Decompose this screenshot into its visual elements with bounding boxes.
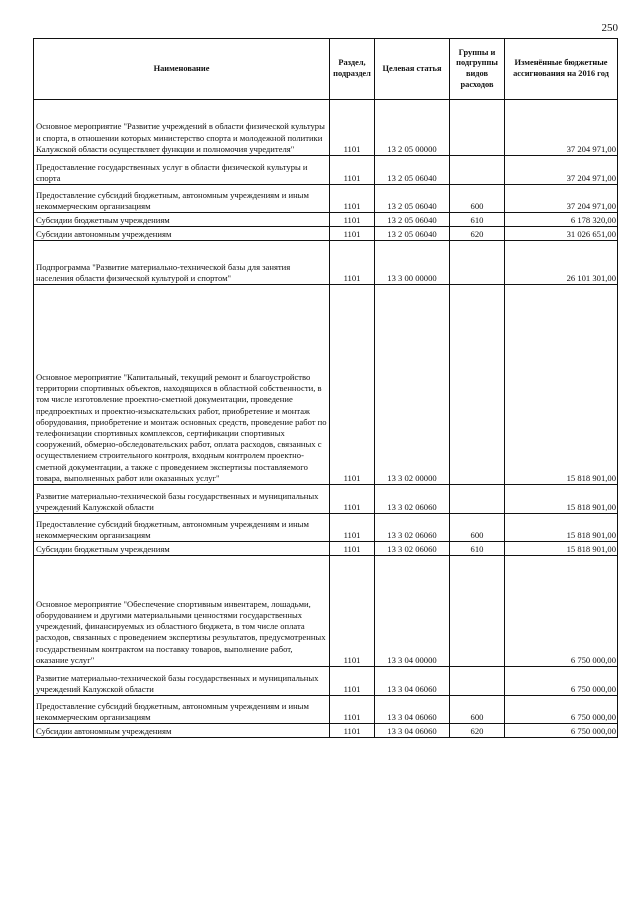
- cell-article: 13 2 05 06040: [375, 185, 450, 213]
- header-amount: Изменённые бюджетные ассигнования на 2016 год: [505, 39, 618, 100]
- table-row: [34, 156, 618, 185]
- cell-section: 1101: [330, 542, 375, 556]
- cell-name: Подпрограмма "Развитие материально-технической базы для занятия населения области физической культурой и спортом": [34, 241, 330, 285]
- cell-group: 620: [450, 724, 505, 738]
- cell-article: 13 2 05 06040: [375, 227, 450, 241]
- cell-section: 1101: [330, 241, 375, 285]
- cell-section: 1101: [330, 667, 375, 696]
- table-row: [34, 667, 618, 696]
- cell-amount: 31 026 651,00: [505, 227, 618, 241]
- header-row: [34, 39, 618, 100]
- cell-group: [450, 100, 505, 156]
- cell-amount: 6 750 000,00: [505, 667, 618, 696]
- table-row: [34, 213, 618, 227]
- cell-amount: 37 204 971,00: [505, 100, 618, 156]
- cell-article: 13 3 04 06060: [375, 696, 450, 724]
- cell-group: [450, 156, 505, 185]
- header-name: Наименование: [34, 39, 330, 100]
- cell-article: 13 3 04 00000: [375, 556, 450, 667]
- cell-section: 1101: [330, 514, 375, 542]
- table-row: [34, 724, 618, 738]
- cell-name: Предоставление государственных услуг в области физической культуры и спорта: [34, 156, 330, 185]
- cell-amount: 15 818 901,00: [505, 285, 618, 485]
- cell-section: 1101: [330, 227, 375, 241]
- cell-amount: 6 178 320,00: [505, 213, 618, 227]
- cell-name: Основное мероприятие "Обеспечение спортивным инвентарем, лошадьми, оборудованием и другими материальными ценностями государственных учреждений, финансируемых из областного бюджета, в том числе оплата расходов, связанных с проведением экспертизы результатов, предусмотренных государственным контрактом на поставку товаров, выполнение работ, оказание услуг": [34, 556, 330, 667]
- cell-article: 13 2 05 06040: [375, 156, 450, 185]
- cell-name: Основное мероприятие "Развитие учреждений в области физической культуры и спорта, в отношении которых министерство спорта и молодежной политики Калужской области осуществляет функции и полномочия учредителя": [34, 100, 330, 156]
- header-groups: Группы и подгруппы видов расходов: [450, 39, 505, 100]
- cell-name: Основное мероприятие "Капитальный, текущий ремонт и благоустройство территории спортивных объектов, находящихся в областной собственности, в том числе изготовление проектно-сметной документации, проведение предпроектных и проектно-изыскательских работ, приобретение и монтаж оборудования, приобретение и монтаж основных средств, проведение работ по телефонизации спортивных комплексов, сертификации спортивных сооружений, обмерно-обследовательских работ, оплата расходов, связанных с осуществлением строительного контроля, входным контролем проектно-сметной документации, а также с проведением экспертизы поставляемого товара, выполненных работ или оказанных услуг": [34, 285, 330, 485]
- table-row: [34, 285, 618, 485]
- cell-group: [450, 485, 505, 514]
- cell-amount: 15 818 901,00: [505, 485, 618, 514]
- cell-amount: 15 818 901,00: [505, 542, 618, 556]
- cell-amount: 26 101 301,00: [505, 241, 618, 285]
- table-row: [34, 227, 618, 241]
- cell-section: 1101: [330, 485, 375, 514]
- cell-group: 600: [450, 696, 505, 724]
- cell-group: [450, 285, 505, 485]
- cell-article: 13 3 02 00000: [375, 285, 450, 485]
- cell-article: 13 3 04 06060: [375, 667, 450, 696]
- header-section: Раздел, подраздел: [330, 39, 375, 100]
- cell-section: 1101: [330, 213, 375, 227]
- cell-section: 1101: [330, 185, 375, 213]
- cell-group: [450, 667, 505, 696]
- table-row: [34, 241, 618, 285]
- table-row: [34, 556, 618, 667]
- cell-section: 1101: [330, 724, 375, 738]
- cell-article: 13 3 02 06060: [375, 485, 450, 514]
- cell-name: Предоставление субсидий бюджетным, автономным учреждениям и иным некоммерческим организациям: [34, 514, 330, 542]
- table-row: [34, 542, 618, 556]
- page-number: 250: [601, 22, 618, 34]
- header-article: Целевая статья: [375, 39, 450, 100]
- cell-group: 600: [450, 514, 505, 542]
- cell-amount: 6 750 000,00: [505, 556, 618, 667]
- cell-group: [450, 241, 505, 285]
- budget-table: [33, 38, 618, 738]
- cell-article: 13 2 05 00000: [375, 100, 450, 156]
- cell-group: 610: [450, 542, 505, 556]
- cell-article: 13 2 05 06040: [375, 213, 450, 227]
- cell-amount: 6 750 000,00: [505, 696, 618, 724]
- cell-name: Субсидии автономным учреждениям: [34, 724, 330, 738]
- cell-name: Развитие материально-технической базы государственных и муниципальных учреждений Калужской области: [34, 667, 330, 696]
- cell-name: Предоставление субсидий бюджетным, автономным учреждениям и иным некоммерческим организациям: [34, 185, 330, 213]
- table-row: [34, 185, 618, 213]
- cell-group: [450, 556, 505, 667]
- cell-article: 13 3 02 06060: [375, 542, 450, 556]
- cell-article: 13 3 00 00000: [375, 241, 450, 285]
- cell-section: 1101: [330, 285, 375, 485]
- cell-name: Субсидии автономным учреждениям: [34, 227, 330, 241]
- cell-group: 600: [450, 185, 505, 213]
- cell-article: 13 3 02 06060: [375, 514, 450, 542]
- cell-amount: 15 818 901,00: [505, 514, 618, 542]
- cell-name: Предоставление субсидий бюджетным, автономным учреждениям и иным некоммерческим организациям: [34, 696, 330, 724]
- cell-section: 1101: [330, 156, 375, 185]
- cell-name: Субсидии бюджетным учреждениям: [34, 213, 330, 227]
- cell-name: Субсидии бюджетным учреждениям: [34, 542, 330, 556]
- cell-section: 1101: [330, 696, 375, 724]
- cell-article: 13 3 04 06060: [375, 724, 450, 738]
- table-row: [34, 696, 618, 724]
- table-row: [34, 514, 618, 542]
- cell-group: 610: [450, 213, 505, 227]
- cell-amount: 37 204 971,00: [505, 156, 618, 185]
- cell-amount: 6 750 000,00: [505, 724, 618, 738]
- table-row: [34, 485, 618, 514]
- cell-amount: 37 204 971,00: [505, 185, 618, 213]
- cell-section: 1101: [330, 100, 375, 156]
- cell-name: Развитие материально-технической базы государственных и муниципальных учреждений Калужской области: [34, 485, 330, 514]
- cell-group: 620: [450, 227, 505, 241]
- table-row: [34, 100, 618, 156]
- cell-section: 1101: [330, 556, 375, 667]
